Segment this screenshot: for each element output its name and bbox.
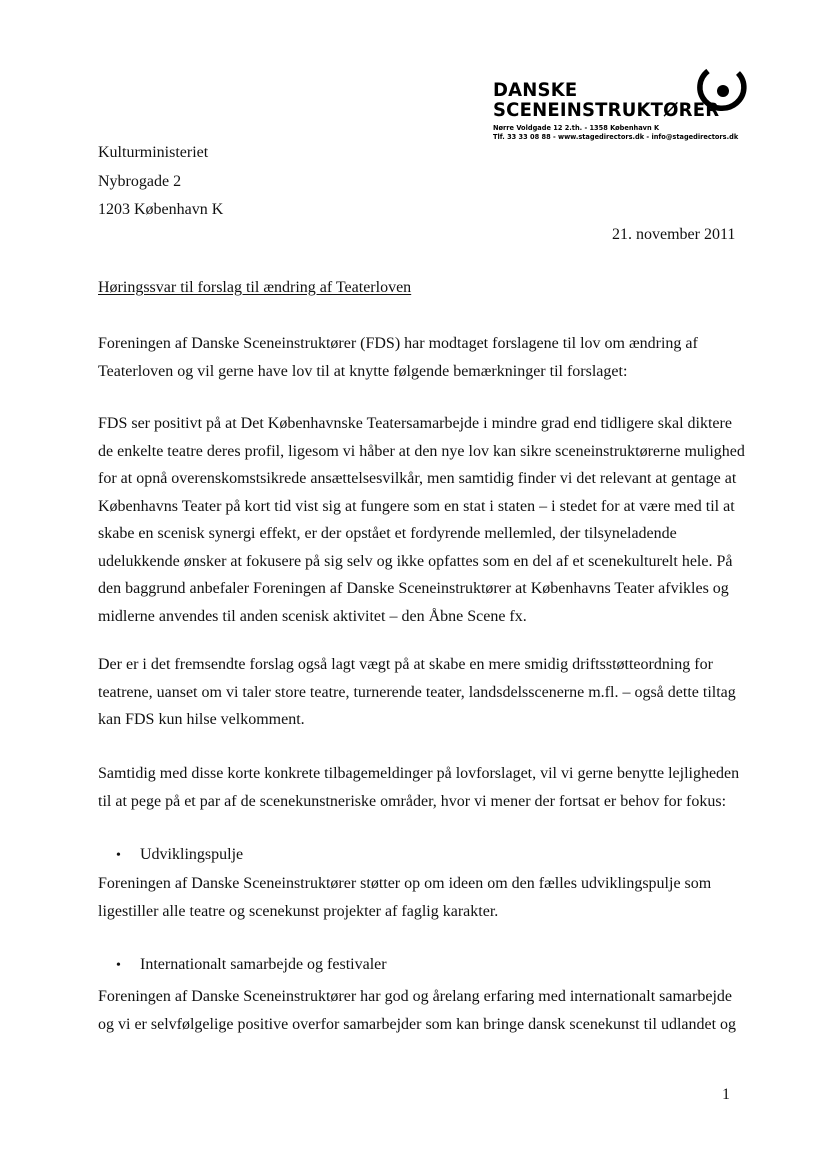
letterhead-name-line1: DANSKE — [493, 78, 578, 101]
paragraph-udviklingspulje — [98, 870, 748, 925]
circle-dot-logo-icon — [694, 63, 752, 117]
letter-date: 21. november 2011 — [612, 226, 736, 243]
text-line: Foreningen af Danske Sceneinstruktører (FDS) har modtaget forslagene til lov om ændring af — [98, 335, 698, 352]
paragraph-internationalt — [98, 983, 748, 1038]
page-number: 1 — [722, 1086, 730, 1103]
text-line: Der er i det fremsendte forslag også lagt vægt på at skabe en mere smidig driftsstøtteordning for — [98, 656, 713, 673]
paragraph-driftsstotte — [98, 651, 748, 734]
text-line: udelukkende ønsker at fokusere på sig selv og ikke opfattes som en del af et scenekulturelt hele. På — [98, 552, 733, 570]
letter-subject: Høringssvar til forslag til ændring af Teaterloven — [98, 279, 412, 296]
recipient-name: Kulturministeriet — [98, 144, 209, 161]
text-line: midlerne anvendes til anden scenisk aktivitet – den Åbne Scene fx. — [98, 607, 527, 625]
text-line: og vi er selvfølgelige positive overfor samarbejder som kan bringe dansk scenekunst til udlandet og — [98, 1015, 737, 1033]
recipient-city: 1203 København K — [98, 201, 224, 218]
text-line: til at pege på et par af de scenekunstneriske områder, hvor vi mener der fortsat er behov for fokus: — [98, 792, 727, 810]
letterhead-address: Nørre Voldgade 12 2.th. - 1358 København K — [493, 124, 660, 132]
letterhead — [493, 80, 763, 152]
paragraph-intro — [98, 330, 748, 385]
bullet-label: Udviklingspulje — [140, 846, 244, 863]
paragraph-focus-areas — [98, 760, 748, 815]
text-line: FDS ser positivt på at Det Københavnske Teatersamarbejde i mindre grad end tidligere skal diktere — [98, 415, 732, 432]
text-line: Teaterloven og vil gerne have lov til at knytte følgende bemærkninger til forslaget: — [98, 362, 628, 380]
text-line: Samtidig med disse korte konkrete tilbagemeldinger på lovforslaget, vil vi gerne benytte lejligheden — [98, 765, 740, 782]
bullet-icon: • — [116, 958, 121, 973]
text-line: teatrene, uanset om vi taler store teatre, turnerende teater, landsdelsscenerne m.fl. – også dette tiltag — [98, 683, 736, 701]
bullet-label: Internationalt samarbejde og festivaler — [140, 956, 387, 973]
text-line: Foreningen af Danske Sceneinstruktører støtter op om ideen om den fælles udviklingspulje som — [98, 875, 712, 892]
bullet-icon: • — [116, 848, 121, 863]
text-line: kan FDS kun hilse velkomment. — [98, 711, 305, 728]
letterhead-contact: Tlf. 33 33 08 88 - www.stagedirectors.dk - info@stagedirectors.dk — [493, 133, 739, 141]
text-line: Københavns Teater på kort tid vist sig at fungere som en stat i staten – i stedet for at være med til at — [98, 497, 735, 515]
paragraph-fds-position — [98, 410, 748, 630]
text-line: de enkelte teatre deres profil, ligesom vi håber at den nye lov kan sikre sceneinstruktørerne mulighed — [98, 442, 745, 460]
recipient-address — [98, 139, 223, 225]
text-line: den baggrund anbefaler Foreningen af Danske Sceneinstruktører at Københavns Teater afvikles og — [98, 580, 729, 597]
bullet-item-udviklingspulje — [116, 844, 243, 867]
text-line: ligestiller alle teatre og scenekunst projekter af faglig karakter. — [98, 902, 499, 920]
text-line: for at opnå overenskomstsikrede ansættelsesvilkår, men samtidig finder vi det relevant at gentage at — [98, 470, 737, 487]
text-line: Foreningen af Danske Sceneinstruktører har god og årelang erfaring med internationalt samarbejde — [98, 988, 732, 1005]
bullet-item-internationalt — [116, 954, 387, 977]
letterhead-name-line2: SCENEINSTRUKTØRER — [493, 98, 720, 121]
recipient-street: Nybrogade 2 — [98, 172, 182, 190]
text-line: skabe en scenisk synergi effekt, er der opstået et fordyrende mellemled, der tilsyneladende — [98, 525, 677, 542]
